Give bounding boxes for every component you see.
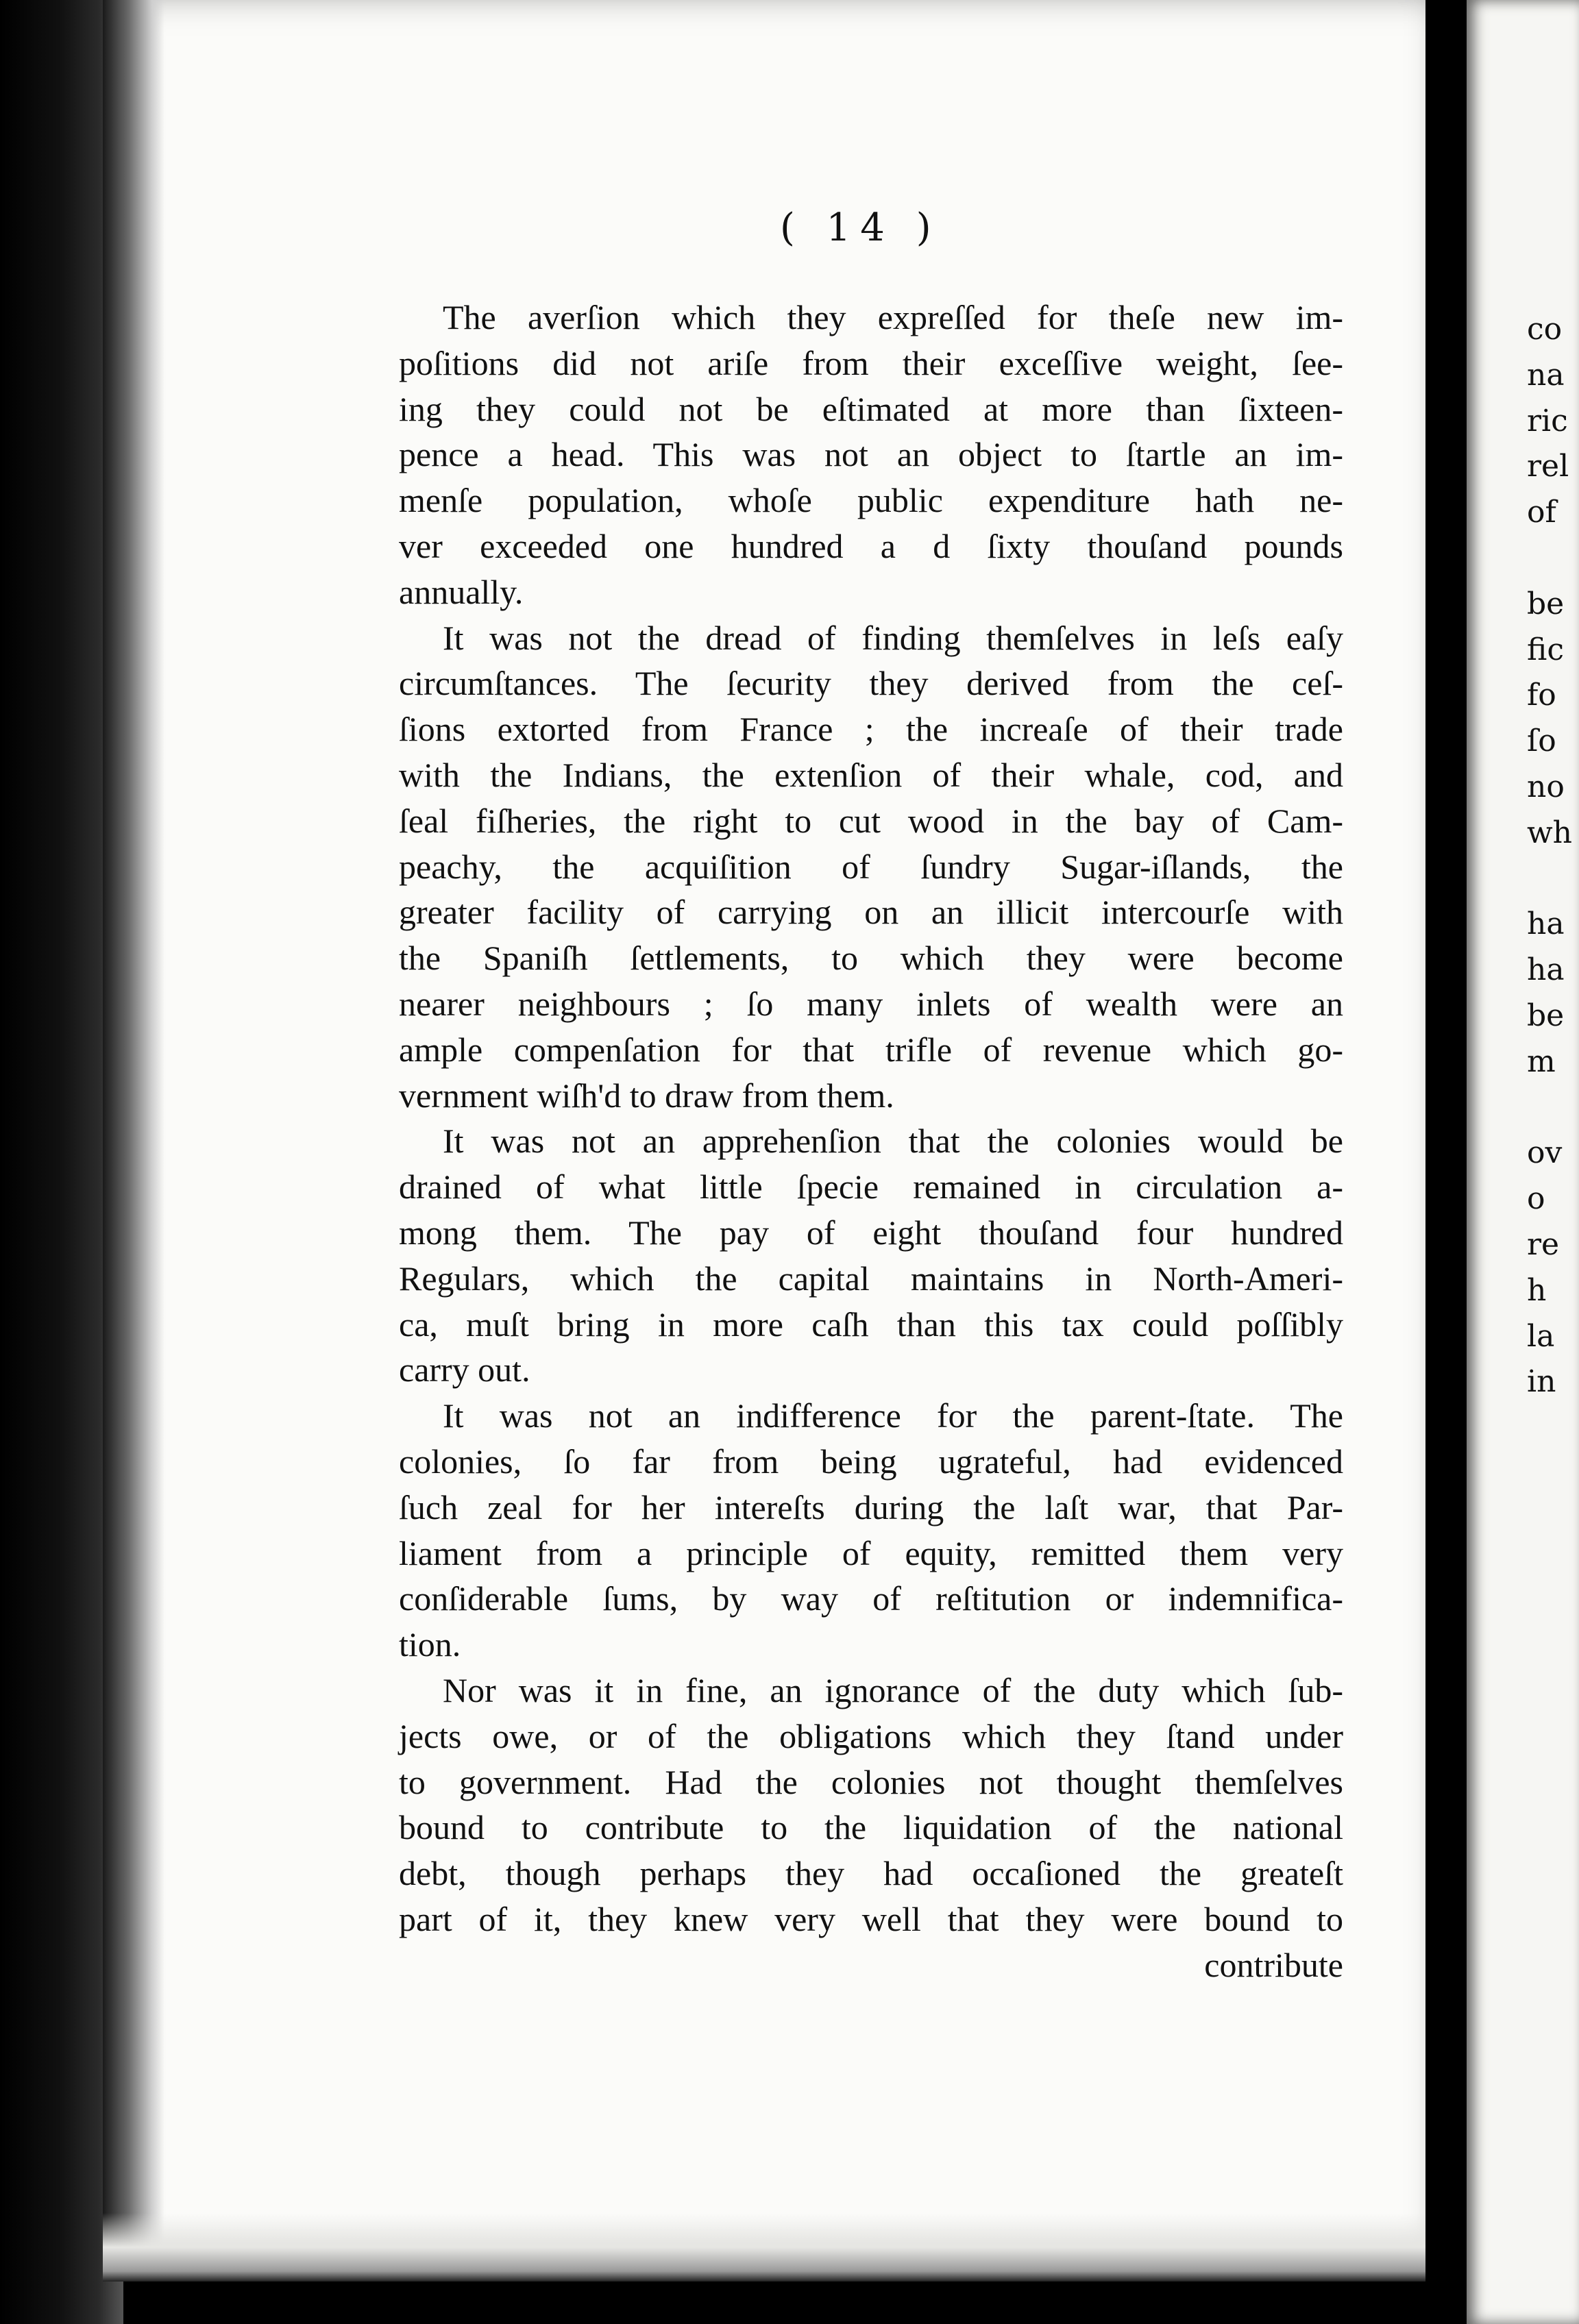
text-line: It was not the dread of finding themſelves in leſs eaſy — [443, 618, 1343, 657]
paragraph — [399, 1668, 1343, 1942]
adjacent-page-fragment: of — [1527, 495, 1556, 530]
adjacent-page-fragment: be — [1527, 998, 1565, 1033]
text-line: annually. — [399, 572, 524, 611]
adjacent-page-fragment: re — [1527, 1227, 1560, 1262]
text-line: menſe population, whoſe public expenditure hath ne- — [399, 481, 1343, 520]
text-line: to government. Had the colonies not thought themſelves — [399, 1762, 1343, 1801]
text-line: conſiderable ſums, by way of reſtitution or indemnifica- — [399, 1579, 1343, 1618]
adjacent-page-fragment: wh — [1527, 815, 1572, 850]
text-line: debt, though perhaps they had occaſioned the greateſt — [399, 1854, 1343, 1893]
text-line: colonies, ſo far from being ugrateful, had evidenced — [399, 1442, 1343, 1481]
adjacent-page-fragment: ric — [1527, 403, 1568, 438]
body-text — [399, 295, 1343, 1988]
catchword: contribute — [1204, 1945, 1343, 1984]
adjacent-page-fragment: h — [1527, 1272, 1547, 1308]
text-line: ing they could not be eſtimated at more than ſixteen- — [399, 389, 1343, 428]
adjacent-page-fragment: rel — [1527, 449, 1569, 484]
adjacent-page-fragment: fic — [1527, 632, 1564, 667]
text-line: ver exceeded one hundred a d ſixty thouſand pounds — [399, 526, 1343, 565]
text-line: mong them. The pay of eight thouſand four hundred — [399, 1213, 1343, 1252]
text-line: It was not an indifference for the parent-ſtate. The — [443, 1396, 1343, 1435]
page-number: ( 14 ) — [780, 206, 941, 250]
adjacent-page-fragment: co — [1527, 312, 1563, 347]
text-line: poſitions did not ariſe from their exceſſive weight, ſee- — [399, 343, 1343, 382]
text-line: greater facility of carrying on an illicit intercourſe with — [399, 893, 1343, 932]
adjacent-page-fragment: ov — [1527, 1135, 1563, 1171]
text-line: drained of what little ſpecie remained in circulation a- — [399, 1167, 1343, 1207]
text-line: It was not an apprehenſion that the colonies would be — [443, 1122, 1343, 1161]
text-line: part of it, they knew very well that they were bound to — [399, 1899, 1343, 1938]
text-line: peachy, the acquiſition of ſundry Sugar-iſlands, the — [399, 847, 1343, 886]
adjacent-page-fragment: la — [1527, 1318, 1555, 1354]
adjacent-page-fragment: be — [1527, 586, 1565, 621]
text-line: Nor was it in fine, an ignorance of the duty which ſub- — [443, 1670, 1343, 1709]
text-line: bound to contribute to the liquidation of the national — [399, 1808, 1343, 1847]
text-line: Regulars, which the capital maintains in North-Ameri- — [399, 1259, 1343, 1298]
page-shadow-edge — [103, 0, 164, 2264]
adjacent-page-fragment: m — [1527, 1043, 1556, 1079]
text-line: carry out. — [399, 1350, 530, 1389]
paragraph — [399, 1118, 1343, 1393]
adjacent-page-fragment: in — [1527, 1364, 1556, 1400]
adjacent-page-fragment: no — [1527, 769, 1565, 804]
text-line: ſions extorted from France ; the increaſe of their trade — [399, 710, 1343, 749]
text-line: ſeal fiſheries, the right to cut wood in the bay of Cam- — [399, 801, 1343, 840]
adjacent-page-sliver — [1467, 0, 1579, 2324]
text-line: pence a head. This was not an object to ſtartle an im- — [399, 435, 1343, 474]
page-bottom-shadow — [103, 2213, 1425, 2282]
text-line: ample compenſation for that trifle of revenue which go- — [399, 1030, 1343, 1069]
text-line: vernment wiſh'd to draw from them. — [399, 1076, 894, 1115]
paragraph — [399, 295, 1343, 615]
text-line: nearer neighbours ; ſo many inlets of wealth were an — [399, 984, 1343, 1023]
text-line: circumſtances. The ſecurity they derived from the ceſ- — [399, 664, 1343, 703]
text-line: ſuch zeal for her intereſts during the laſt war, that Par- — [399, 1487, 1343, 1526]
text-line: jects owe, or of the obligations which they ſtand under — [399, 1716, 1343, 1755]
page-gap — [1425, 0, 1467, 2324]
paragraph — [399, 615, 1343, 1119]
text-line: The averſion which they expreſſed for theſe new im- — [443, 298, 1343, 336]
text-line: ca, muſt bring in more caſh than this tax could poſſibly — [399, 1305, 1343, 1344]
adjacent-page-fragment: na — [1527, 357, 1565, 393]
adjacent-page-fragment: ha — [1527, 906, 1565, 942]
text-line: liament from a principle of equity, remitted them very — [399, 1533, 1343, 1572]
text-line: the Spaniſh ſettlements, to which they were become — [399, 939, 1343, 978]
adjacent-page-fragment: o — [1527, 1181, 1545, 1217]
text-line: tion. — [399, 1625, 461, 1664]
adjacent-page-fragment: ſo — [1527, 724, 1556, 759]
adjacent-page-fragment: ha — [1527, 952, 1565, 988]
paragraph — [399, 1393, 1343, 1668]
adjacent-page-fragment: fo — [1527, 678, 1556, 713]
text-line: with the Indians, the extenſion of their whale, cod, and — [399, 755, 1343, 794]
